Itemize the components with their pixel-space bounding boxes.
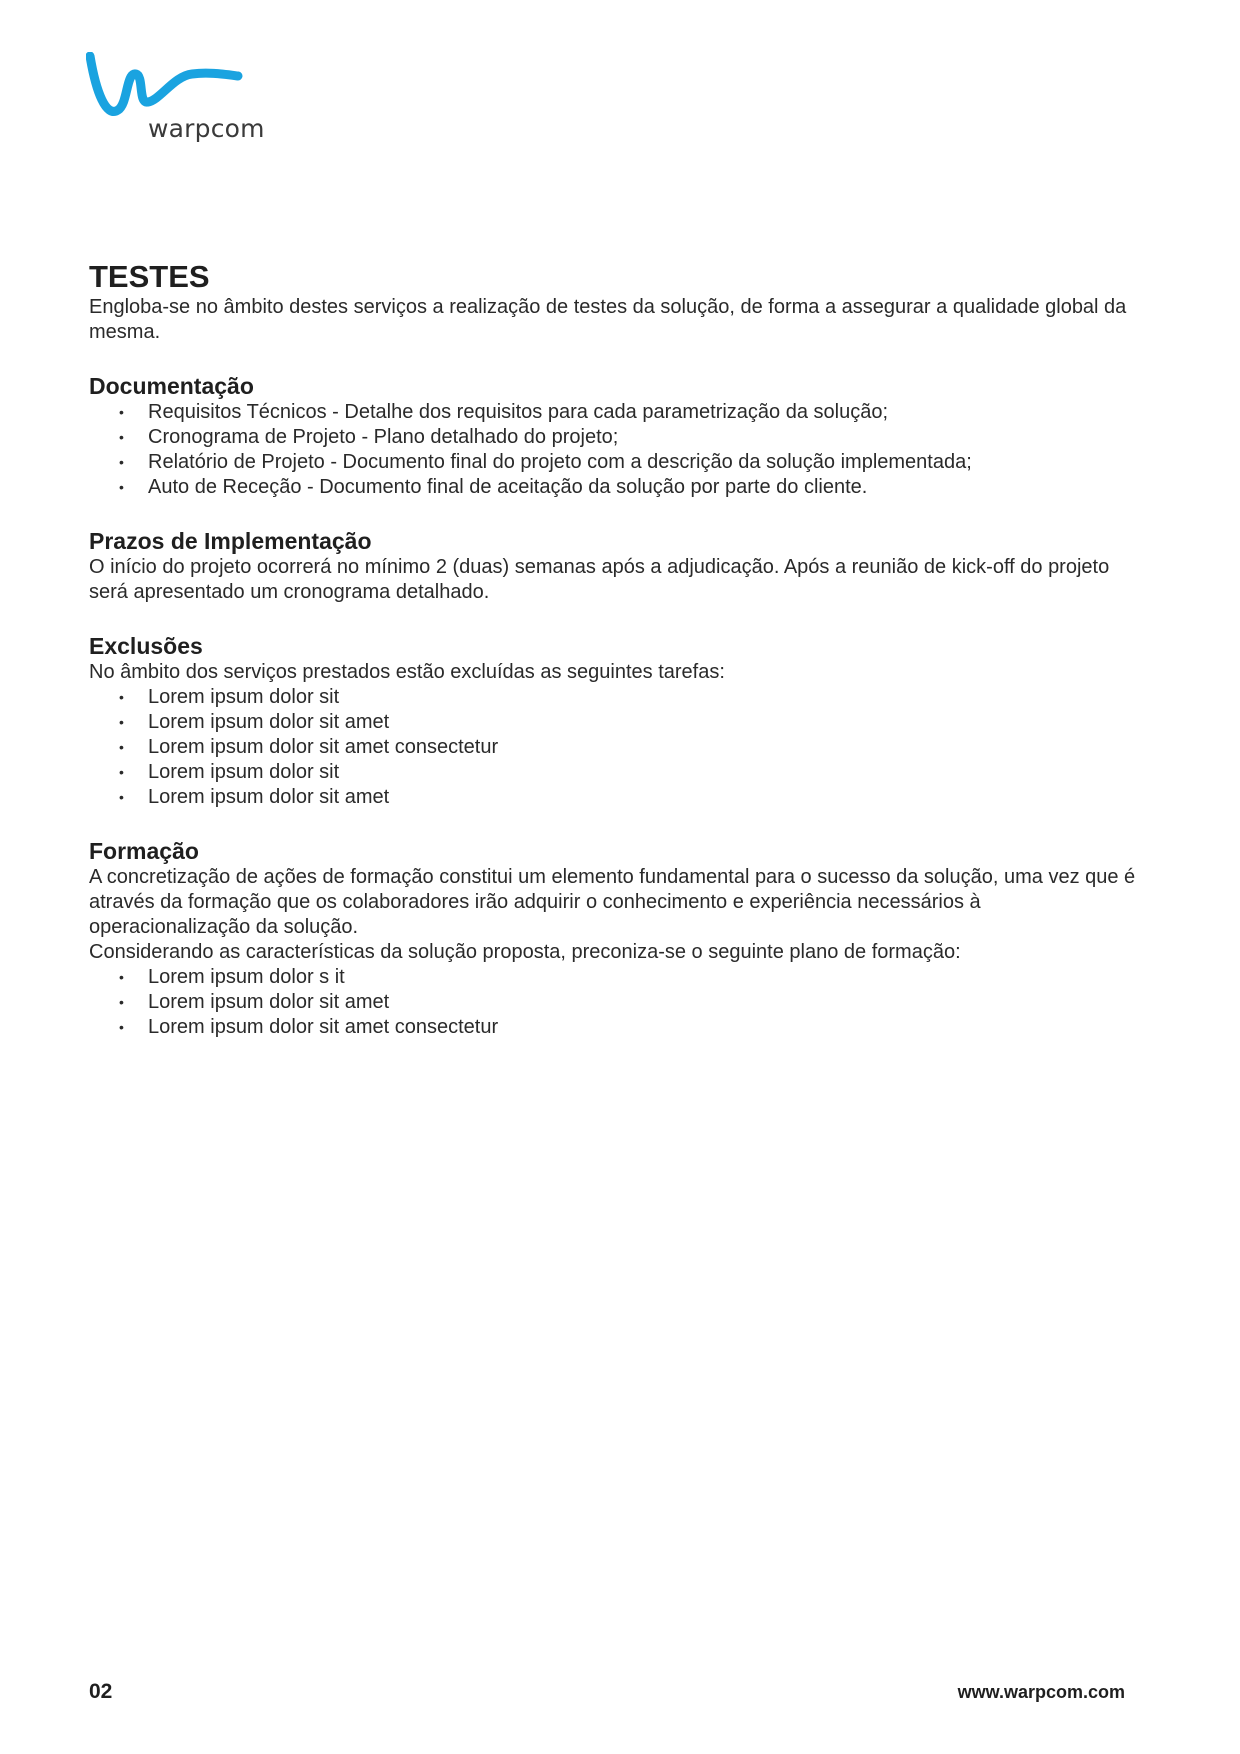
list-item: • Relatório de Projeto - Documento final do projeto com a descrição da solução implementada; bbox=[148, 450, 1139, 475]
list-item: • Auto de Receção - Documento final de aceitação da solução por parte do cliente. bbox=[148, 475, 1139, 500]
list-item: • Cronograma de Projeto - Plano detalhado do projeto; bbox=[148, 425, 1139, 450]
documentacao-list bbox=[89, 400, 1139, 500]
section-title-prazos: Prazos de Implementação bbox=[89, 528, 372, 554]
formacao-text: A concretização de ações de formação constitui um elemento fundamental para o sucesso da solução, uma vez que é através da formação que os colaboradores irão adquirir o conhecimento e experiência necessários à operacionalização da solução. bbox=[89, 866, 1136, 938]
brand-logo bbox=[86, 52, 276, 152]
exclusoes-list bbox=[89, 685, 1139, 810]
prazos-text: O início do projeto ocorrerá no mínimo 2 (duas) semanas após a adjudicação. Após a reunião de kick-off do projeto será apresentado um cronograma detalhado. bbox=[89, 556, 1110, 603]
exclusoes-text: No âmbito dos serviços prestados estão excluídas as seguintes tarefas: bbox=[89, 661, 725, 683]
list-item: • Lorem ipsum dolor sit amet bbox=[148, 710, 1139, 735]
section-title-testes: TESTES bbox=[89, 259, 210, 294]
page-number: 02 bbox=[89, 1680, 113, 1703]
warpcom-wave-icon bbox=[86, 52, 246, 122]
list-item: • Lorem ipsum dolor sit amet bbox=[148, 785, 1139, 810]
list-item: • Lorem ipsum dolor sit bbox=[148, 685, 1139, 710]
formacao-list bbox=[89, 965, 1139, 1040]
footer-url-link[interactable]: www.warpcom.com bbox=[957, 1682, 1125, 1702]
list-item: • Lorem ipsum dolor sit amet bbox=[148, 990, 1139, 1015]
formacao-plan-text: Considerando as características da solução proposta, preconiza-se o seguinte plano de formação: bbox=[89, 941, 961, 963]
list-item: • Lorem ipsum dolor s it bbox=[148, 965, 1139, 990]
section-title-documentacao: Documentação bbox=[89, 373, 254, 399]
list-item: • Lorem ipsum dolor sit bbox=[148, 760, 1139, 785]
brand-name: warpcom bbox=[148, 114, 265, 143]
list-item: • Lorem ipsum dolor sit amet consectetur bbox=[148, 735, 1139, 760]
list-item: • Lorem ipsum dolor sit amet consectetur bbox=[148, 1015, 1139, 1040]
testes-text: Engloba-se no âmbito destes serviços a realização de testes da solução, de forma a assegurar a qualidade global da mesma. bbox=[89, 296, 1127, 343]
section-title-formacao: Formação bbox=[89, 838, 199, 864]
section-title-exclusoes: Exclusões bbox=[89, 633, 203, 659]
list-item: • Requisitos Técnicos - Detalhe dos requisitos para cada parametrização da solução; bbox=[148, 400, 1139, 425]
document-body bbox=[89, 259, 1139, 1040]
